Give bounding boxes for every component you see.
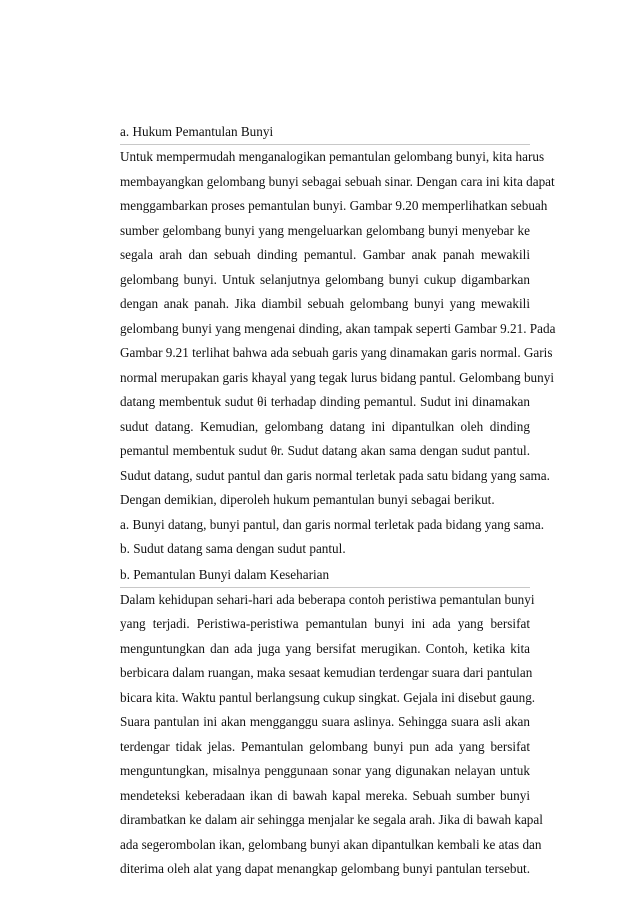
section-b-heading: b. Pemantulan Bunyi dalam Keseharian <box>120 566 330 582</box>
paragraph-line: Gambar 9.21 terlihat bahwa ada sebuah garis yang dinamakan garis normal. Garis <box>120 345 553 360</box>
paragraph-line: diterima oleh alat yang dapat menangkap gelombang bunyi pantulan tersebut. <box>120 861 530 876</box>
paragraph-line: gelombang bunyi yang mengenai dinding, akan tampak seperti Gambar 9.21. Pada <box>120 320 556 336</box>
paragraph-line: menggambarkan proses pemantulan bunyi. Gambar 9.20 memperlihatkan sebuah <box>120 198 548 213</box>
page-content <box>120 119 556 882</box>
paragraph-line: dengan anak panah. Jika diambil sebuah gelombang bunyi yang mewakili <box>120 296 530 311</box>
paragraph-line: Dengan demikian, diperoleh hukum pemantulan bunyi sebagai berikut. <box>120 492 495 507</box>
paragraph-line: bicara kita. Waktu pantul berlangsung cukup singkat. Gejala ini disebut gaung. <box>120 689 536 705</box>
section-b-paragraph <box>120 588 543 882</box>
paragraph-line: Sudut datang, sudut pantul dan garis normal terletak pada satu bidang yang sama. <box>120 467 550 483</box>
paragraph-line: pemantul membentuk sudut θr. Sudut datang akan sama dengan sudut pantul. <box>120 443 530 458</box>
paragraph-line: dirambatkan ke dalam air sehingga menjalar ke segala arah. Jika di bawah kapal <box>120 812 543 827</box>
law-item: a. Bunyi datang, bunyi pantul, dan garis normal terletak pada bidang yang sama. <box>120 516 545 532</box>
law-item: b. Sudut datang sama dengan sudut pantul. <box>120 541 346 556</box>
paragraph-line: mendeteksi keberadaan ikan di bawah kapal mereka. Sebuah sumber bunyi <box>120 787 530 803</box>
paragraph-line: gelombang bunyi. Untuk selanjutnya gelombang bunyi cukup digambarkan <box>120 271 530 287</box>
paragraph-line: menguntungkan dan ada juga yang bersifat merugikan. Contoh, ketika kita <box>120 640 530 656</box>
paragraph-line: terdengar tidak jelas. Pemantulan gelombang bunyi pun ada yang bersifat <box>120 738 530 754</box>
section-a-heading: a. Hukum Pemantulan Bunyi <box>120 124 274 139</box>
paragraph-line: yang terjadi. Peristiwa-peristiwa pemantulan bunyi ini ada yang bersifat <box>120 616 530 631</box>
paragraph-line: sumber gelombang bunyi yang mengeluarkan gelombang bunyi menyebar ke <box>120 222 530 238</box>
paragraph-line: Untuk mempermudah menganalogikan pemantulan gelombang bunyi, kita harus <box>120 149 545 164</box>
paragraph-line: Dalam kehidupan sehari-hari ada beberapa contoh peristiwa pemantulan bunyi <box>120 591 535 607</box>
paragraph-line: segala arah dan sebuah dinding pemantul. Gambar anak panah mewakili <box>120 247 530 262</box>
paragraph-line: sudut datang. Kemudian, gelombang datang ini dipantulkan oleh dinding <box>120 418 530 434</box>
paragraph-line: ada segerombolan ikan, gelombang bunyi akan dipantulkan kembali ke atas dan <box>120 836 542 852</box>
paragraph-line: normal merupakan garis khayal yang tegak lurus bidang pantul. Gelombang bunyi <box>120 369 554 385</box>
paragraph-line: Suara pantulan ini akan mengganggu suara aslinya. Sehingga suara asli akan <box>120 714 530 729</box>
paragraph-line: menguntungkan, misalnya penggunaan sonar yang digunakan nelayan untuk <box>120 763 530 778</box>
paragraph-line: berbicara dalam ruangan, maka sesaat kemudian terdengar suara dari pantulan <box>120 665 533 680</box>
paragraph-line: datang membentuk sudut θi terhadap dinding pemantul. Sudut ini dinamakan <box>120 394 530 409</box>
section-a-paragraph <box>120 145 556 513</box>
paragraph-line: membayangkan gelombang bunyi sebagai sebuah sinar. Dengan cara ini kita dapat <box>120 173 555 189</box>
